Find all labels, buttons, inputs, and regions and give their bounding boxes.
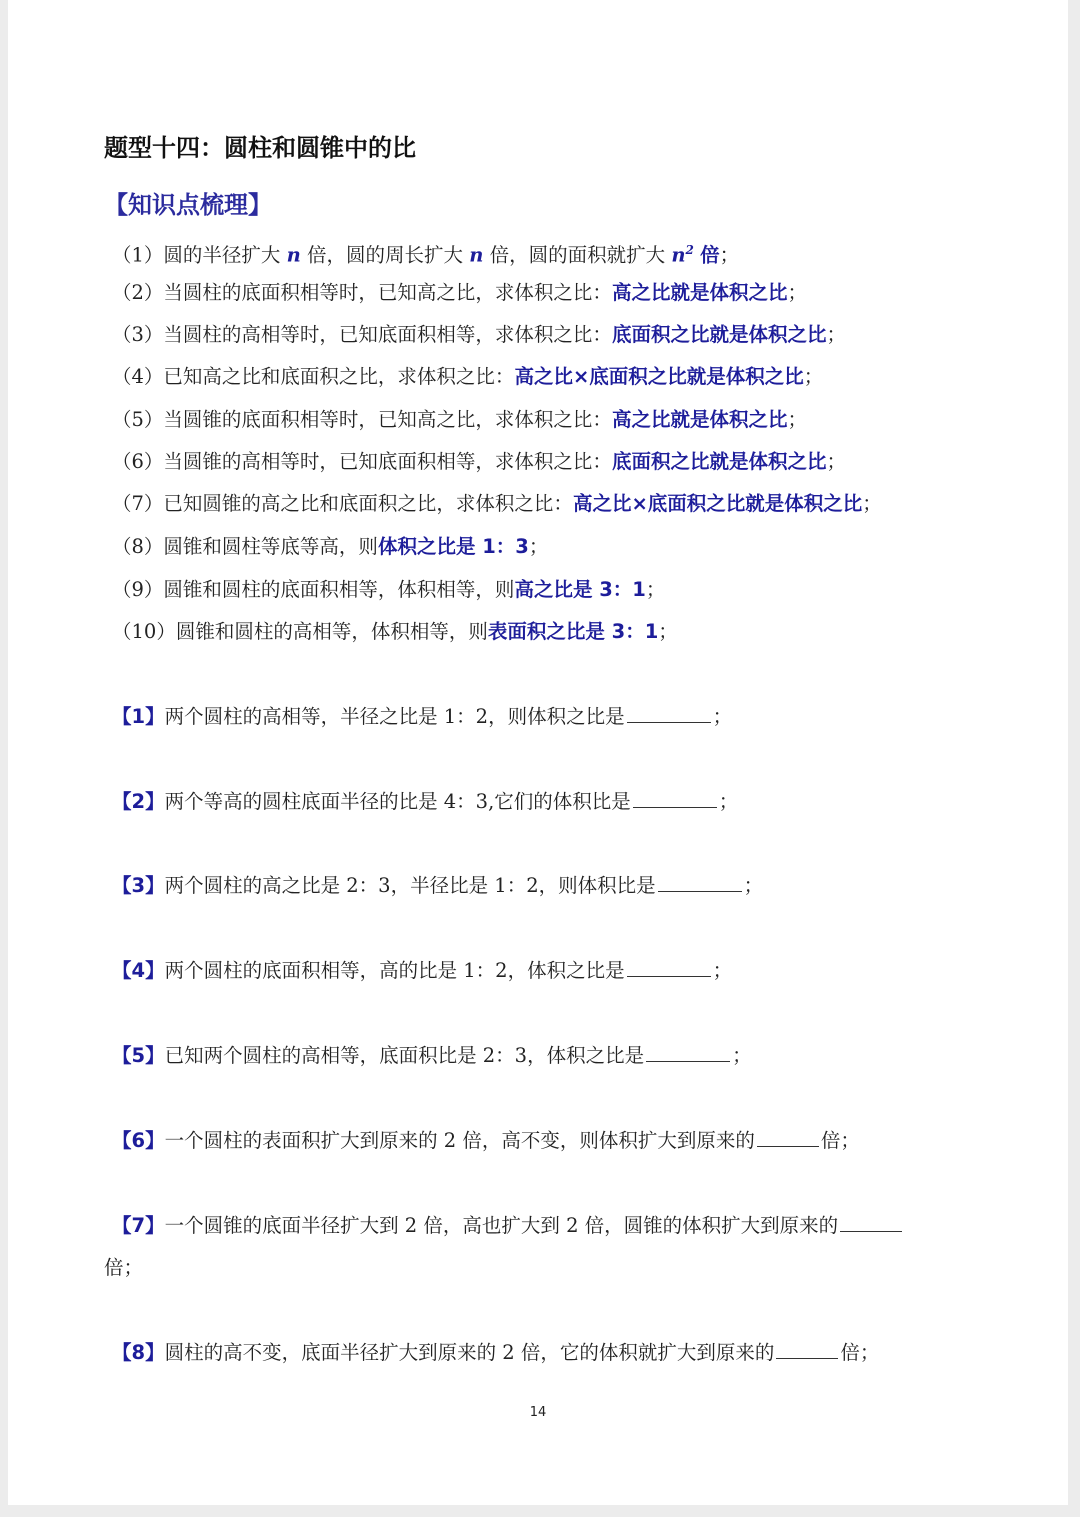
answer-blank[interactable]	[627, 956, 711, 977]
page-number: 14	[529, 1405, 547, 1420]
question-number: 【7】	[112, 1214, 165, 1237]
knowledge-point: （10）圆锥和圆柱的高相等，体积相等，则表面积之比是 3：1；	[112, 620, 678, 643]
question: 【6】一个圆柱的表面积扩大到原来的 2 倍，高不变，则体积扩大到原来的 倍；	[112, 1126, 860, 1156]
answer-blank[interactable]	[776, 1338, 838, 1359]
knowledge-point: （1）圆的半径扩大 n 倍，圆的周长扩大 n 倍，圆的面积就扩大 $n^2$ 倍；	[112, 243, 740, 267]
answer-blank[interactable]	[646, 1041, 730, 1062]
question: 【4】两个圆柱的底面积相等，高的比是 1：2，体积之比是 ；	[112, 956, 732, 986]
point-number: （7）	[112, 492, 164, 515]
question-continuation: 倍；	[104, 1256, 144, 1279]
point-number: （8）	[112, 535, 164, 558]
answer-blank[interactable]	[633, 787, 717, 808]
question-number: 【4】	[112, 959, 165, 982]
point-number: （1）	[112, 243, 164, 267]
point-number: （9）	[112, 578, 164, 601]
highlight-conclusion: 表面积之比是 3：1	[487, 620, 659, 643]
knowledge-point: （3）当圆柱的高相等时，已知底面积相等，求体积之比：底面积之比就是体积之比；	[112, 323, 846, 346]
highlight-conclusion: 高之比就是体积之比	[611, 408, 788, 431]
knowledge-point: （5）当圆锥的底面积相等时，已知高之比，求体积之比：高之比就是体积之比；	[112, 408, 807, 431]
question-number: 【1】	[112, 705, 165, 728]
question-number: 【3】	[112, 874, 165, 897]
point-number: （3）	[112, 323, 164, 346]
highlight-conclusion: 高之比×底面积之比就是体积之比	[572, 492, 863, 515]
answer-blank[interactable]	[757, 1126, 819, 1147]
point-number: （6）	[112, 450, 164, 473]
question: 【5】已知两个圆柱的高相等，底面积比是 2：3，体积之比是 ；	[112, 1041, 752, 1071]
question-number: 【5】	[112, 1044, 165, 1067]
point-number: （4）	[112, 365, 164, 388]
question: 【8】圆柱的高不变，底面半径扩大到原来的 2 倍，它的体积就扩大到原来的 倍；	[112, 1338, 879, 1368]
knowledge-point: （8）圆锥和圆柱等底等高，则体积之比是 1：3；	[112, 535, 549, 558]
question: 【1】两个圆柱的高相等，半径之比是 1：2，则体积之比是 ；	[112, 702, 732, 732]
point-number: （10）	[112, 620, 176, 643]
question: 【2】两个等高的圆柱底面半径的比是 4：3,它们的体积比是 ；	[112, 787, 738, 817]
knowledge-point: （7）已知圆锥的高之比和底面积之比，求体积之比：高之比×底面积之比就是体积之比；	[112, 492, 882, 515]
point-number: （2）	[112, 281, 164, 304]
question: 【3】两个圆柱的高之比是 2：3，半径比是 1：2，则体积比是 ；	[112, 871, 763, 901]
highlight-conclusion: 高之比是 3：1	[514, 578, 646, 601]
highlight-conclusion: 底面积之比就是体积之比	[611, 323, 827, 346]
highlight-conclusion: 高之比就是体积之比	[611, 281, 788, 304]
question: 【7】一个圆锥的底面半径扩大到 2 倍，高也扩大到 2 倍，圆锥的体积扩大到原来的	[112, 1211, 904, 1241]
knowledge-point: （2）当圆柱的底面积相等时，已知高之比，求体积之比：高之比就是体积之比；	[112, 281, 807, 304]
highlight-conclusion: 体积之比是 1：3	[377, 535, 529, 558]
point-number: （5）	[112, 408, 164, 431]
question-number: 【2】	[112, 790, 165, 813]
knowledge-point: （6）当圆锥的高相等时，已知底面积相等，求体积之比：底面积之比就是体积之比；	[112, 450, 846, 473]
question-number: 【6】	[112, 1129, 165, 1152]
section-heading: 【知识点梳理】	[104, 191, 272, 219]
knowledge-point: （9）圆锥和圆柱的底面积相等，体积相等，则高之比是 3：1；	[112, 578, 666, 601]
knowledge-point: （4）已知高之比和底面积之比，求体积之比：高之比×底面积之比就是体积之比；	[112, 365, 824, 388]
document-page	[8, 0, 1068, 1505]
answer-blank[interactable]	[627, 702, 711, 723]
highlight-conclusion: 底面积之比就是体积之比	[611, 450, 827, 473]
page-title: 题型十四：圆柱和圆锥中的比	[104, 134, 416, 162]
highlight-conclusion: 高之比×底面积之比就是体积之比	[514, 365, 804, 388]
question-number: 【8】	[112, 1341, 165, 1364]
answer-blank[interactable]	[840, 1211, 902, 1232]
answer-blank[interactable]	[658, 871, 742, 892]
